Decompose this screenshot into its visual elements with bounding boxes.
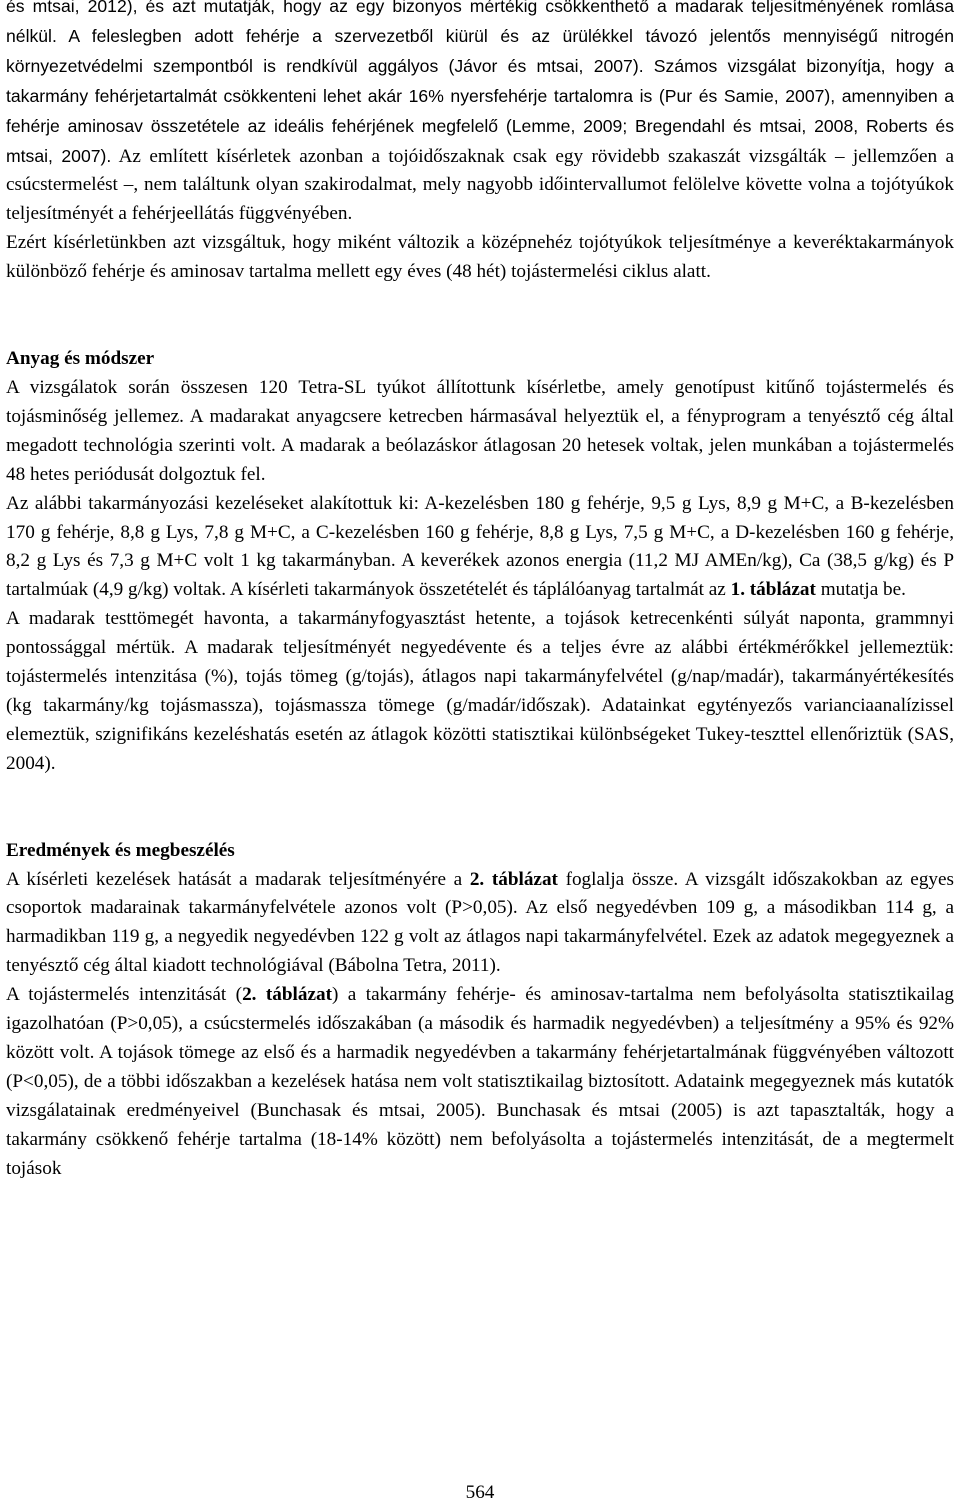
results-paragraph-2 — [6, 981, 954, 1183]
section-spacer — [6, 287, 954, 345]
results-paragraph-1-rest: foglalja össze. A vizsgált időszakokban az egyes csoportok madarainak takarmányfelvétele azonos volt (P>0,05). Az első negyedévben 109 g, a másodikban 114 g, a harmadikban 119 g, a negyedik negyedévben 122 g volt az átlagos napi takarmányfelvétel. Ezek az adatok megegyeznek a tenyésztő cég által kiadott technológiával (Bábolna Tetra, 2011). — [6, 868, 954, 977]
section-spacer — [6, 779, 954, 837]
table-1-reference: 1. táblázat — [730, 579, 816, 601]
methods-paragraph-2-text: Az alábbi takarmányozási kezeléseket alakítottuk ki: A-kezelésben 180 g fehérje, 9,5 g Lys, 8,9 g M+C, a B-kezelésben 170 g fehérje, 8,8 g Lys, 7,8 g M+C, a C-kezelésben 160 g fehérje, 8,8 g Lys, 7,5 g M+C, a D-kezelésben 160 g fehérje, 8,2 g Lys és 7,3 g M+C volt 1 kg takarmányban. A keverékek azonos energia (11,2 MJ AMEn/kg), Ca (38,5 g/kg) és P tartalmúak (4,9 g/kg) voltak. A kísérleti takarmányok összetételét és táplálóanyag tartalmát az — [6, 492, 954, 601]
methods-paragraph-3: A madarak testtömegét havonta, a takarmányfogyasztást hetente, a tojások ketrecenkénti súlyát naponta, grammnyi pontossággal mértük. A madarak teljesítményét negyedévente és a teljes évre az alábbi értékmérőkkel jellemeztük: tojástermelés intenzitása (%), tojás tömeg (g/tojás), átlagos napi takarmányfelvétel (g/nap/madár), takarmányértékesítés (kg takarmány/kg tojásmassza), tojásmassza tömege (g/madár/időszak). Adatainkat egytényezős varianciaanalízissel elemeztük, szignifikáns kezeléshatás esetén az átlagok közötti statisztikai különbségeket Tukey-teszttel ellenőriztük (SAS, 2004). — [6, 608, 954, 774]
table-2-reference: 2. táblázat — [469, 868, 558, 890]
results-heading: Eredmények és megbeszélés — [6, 839, 235, 861]
intro-sentence-group-3: Az említett kísérletek azonban a tojóidőszaknak csak egy rövidebb szakaszát vizsgálták – jellemzően a csúcstermelést –, nem találtunk olyan szakirodalmat, mely nagyobb időintervallumot felölelve követte volna a tojótyúkok teljesítményét a fehérjeellátás függvényében. — [6, 145, 954, 225]
table-2-reference-inline: 2. táblázat — [242, 984, 332, 1006]
methods-paragraph-2 — [6, 490, 954, 606]
results-paragraph-2-rest: ) a takarmány fehérje- és aminosav-tartalma nem befolyásolta statisztikailag igazolhatóan (P>0,05), a csúcstermelés időszakában (a második és harmadik negyedévben) a teljesítmény a 95% és 92% között volt. A tojások tömege az első és a harmadik negyedévben a takarmány fehérjetartalmának függvényében változott (P<0,05), de a többi időszakban a kezelések hatása nem volt statisztikailag biztosított. Adataink megegyeznek más kutatók vizsgálatainak eredményeivel (Bunchasak és mtsai, 2005). Bunchasak és mtsai (2005) is azt tapasztalták, hogy a takarmány csökkenő fehérje tartalma (18-14% között) nem befolyásolta a tojástermelés intenzitását, de a megtermelt tojások — [6, 984, 954, 1179]
methods-paragraph-1: A vizsgálatok során összesen 120 Tetra-SL tyúkot állítottunk kísérletbe, amely genotípust kitűnő tojástermelés és tojásminőség jellemez. A madarakat anyagcsere ketrecben hármasával helyeztük el, a fényprogram a tenyésztő cég által megadott technológia szerinti volt. A madarak a beólazáskor átlagosan 20 hetesek voltak, jelen munkában a tojástermelés 48 hetes periódusát dolgoztuk fel. — [6, 376, 954, 485]
methods-heading: Anyag és módszer — [6, 348, 155, 370]
intro-paragraph-1 — [6, 0, 954, 229]
intro-sentence-group-1: és mtsai, 2012), és azt mutatják, hogy az egy bizonyos mértékig csökkenthető a madarak teljesítményének romlása nélkül. A feleslegben adott fehérje a szervezetből kiürül és az ürülékkel távozó jelentős mennyiségű nitrogén környezetvédelmi szempontból is rendkívül aggályos (Jávor és mtsai, 2007). — [6, 0, 954, 76]
results-paragraph-1 — [6, 866, 954, 982]
page-number: 564 — [465, 1482, 495, 1503]
intro-paragraph-2: Ezért kísérletünkben azt vizsgáltuk, hogy miként változik a középnehéz tojótyúkok teljesítménye a keveréktakarmányok különböző fehérje és aminosav tartalma mellett egy éves (48 hét) tojástermelési ciklus alatt. — [6, 232, 954, 283]
results-paragraph-1-head: A kísérleti kezelések hatását a madarak teljesítményére a — [6, 868, 463, 890]
intro-sentence-group-2: Számos vizsgálat bizonyítja, hogy a takarmány fehérjetartalmát csökkenteni lehet akár 16% nyersfehérje tartalomra is (Pur és Samie, 2007), amennyiben a fehérje aminosav összetétele az ideális fehérjének megfelelő (Lemme, 2009; Bregendahl és mtsai, 2008, Roberts és mtsai, 2007). — [6, 55, 955, 166]
document-page — [6, 0, 954, 1184]
methods-paragraph-2-tail: mutatja be. — [820, 579, 906, 601]
results-paragraph-2-head: A tojástermelés intenzitását ( — [6, 984, 243, 1006]
